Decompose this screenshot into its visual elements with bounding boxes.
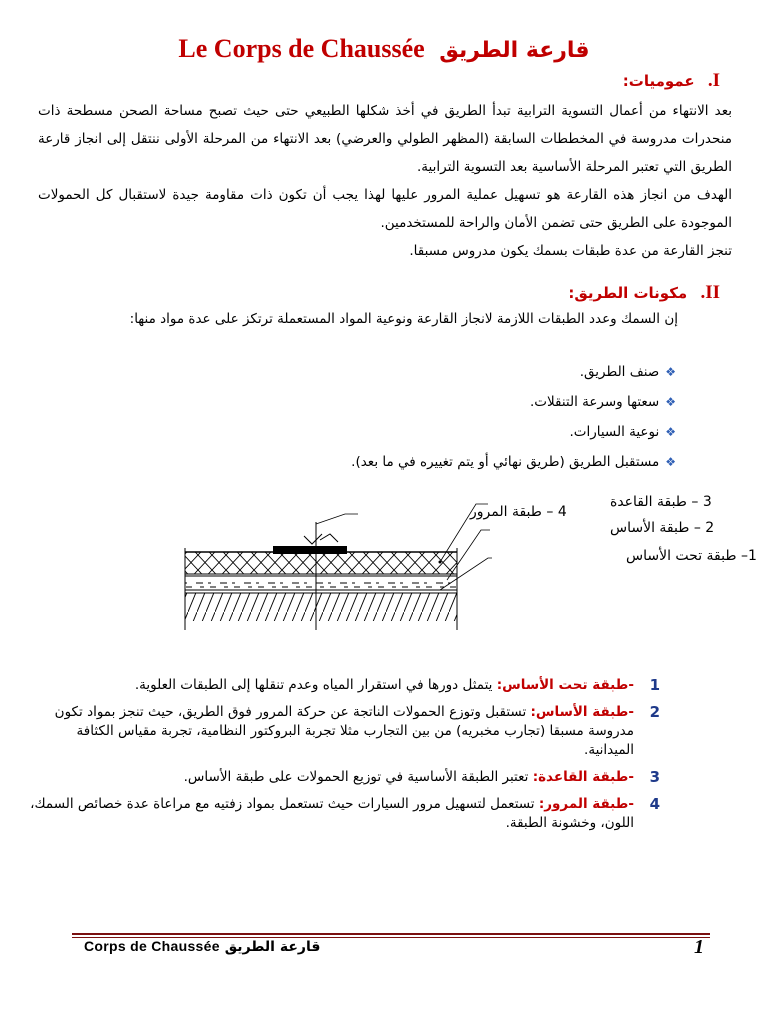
definition-term: -طبقة القاعدة: [532,769,634,785]
list-item-text: نوعية السيارات. [569,424,660,440]
definition-term: -طبقة المرور: [538,796,634,812]
list-item [351,387,676,417]
definition-item [30,768,660,787]
layer-structure [185,522,457,630]
footer-divider [72,933,710,935]
definition-number: 3 [649,768,660,786]
layer-definitions [30,676,660,841]
section-2-heading [568,282,720,304]
list-item [351,357,676,387]
section-2-number: II. [700,282,720,303]
wearing-course [273,546,347,554]
list-item [351,447,676,477]
section-1-title: عموميات: [622,72,695,90]
list-item [351,417,676,447]
section-2-title: مكونات الطريق: [568,284,688,302]
section-1-heading [623,70,720,92]
list-item-text: صنف الطريق. [579,364,660,380]
section-1-number: I. [707,70,720,91]
definition-text: يتمثل دورها في استقرار المياه وعدم تنقلها إلى الطبقات العلوية. [134,677,497,693]
diamond-bullet-icon: ❖ [665,425,676,439]
section-1-paragraph: تنجز القارعة من عدة طبقات بسمك يكون مدروس مسبقا. [409,243,732,259]
section-2-intro: إن السمك وعدد الطبقات اللازمة لانجاز القارعة ونوعية المواد المستعملة ترتكز على عدة مواد منها: [129,311,678,327]
definition-item [30,703,660,760]
section-1-paragraph: الهدف من انجاز هذه القارعة هو تسهيل عملية المرور عليها لهذا يجب أن تكون ذات مقاومة جيدة لاستقبال كل الحمولات الموجودة على الطريق حتى تضمن الأمان والراحة للمستخدمين. [38,187,732,231]
definition-text: تستعمل لتسهيل مرور السيارات حيث تستعمل بمواد زفتيه مع مراعاة عدة خصائص السمك، اللون، وخشونة الطبقة. [30,796,634,831]
label-layer-1: 1– طبقة تحت الأساس [626,548,757,564]
pavement-layers-diagram [170,480,757,650]
footer-title-arabic: قارعة الطريق [224,939,321,955]
definition-item [30,676,660,695]
label-layer-3: 3 – طبقة القاعدة [610,494,712,510]
list-item-text: سعتها وسرعة التنقلات. [529,394,660,410]
footer-title [84,938,320,955]
definition-text: تستقبل وتوزع الحمولات الناتجة عن حركة المرور فوق الطريق، حيث تنجز بمواد تكون مدروسة مسبقا (تجارب مخبريه) من بين التجارب مثلا تجربة البروكتور النظامية، تجربة مقياس الكثافة الميدانية. [54,704,634,758]
diamond-bullet-icon: ❖ [665,395,676,409]
diamond-bullet-icon: ❖ [665,365,676,379]
page-title [0,34,768,64]
definition-number: 4 [649,795,660,813]
label-layer-2: 2 – طبقة الأساس [610,520,715,536]
definition-number: 2 [649,703,660,721]
footer-title-latin: Corps de Chaussée [84,938,220,954]
section-1-paragraph: بعد الانتهاء من أعمال التسوية الترابية تبدأ الطريق في أخذ شكلها الطبيعي حتى حيث تصبح مساحة الصحن مسطحة ذات منحدرات مدروسة في المخططات السابقة (المظهر الطولي والعرضي) بعد الانتهاء من المرحلة الأولى ننتقل إلى انجاز قارعة الطريق التي تعتبر المرحلة الأساسية بعد التسوية الترابية. [38,103,732,175]
page-number: 1 [694,936,704,958]
definition-term: -طبقة الأساس: [530,704,634,720]
list-item-text: مستقبل الطريق (طريق نهائي أو يتم تغييره في ما بعد). [351,454,660,470]
diamond-bullet-icon: ❖ [665,455,676,469]
section-1-body [38,97,732,265]
definition-term: -طبقة تحت الأساس: [496,677,634,693]
criteria-list [351,357,676,477]
title-arabic: قارعة الطريق [439,38,590,63]
definition-text: تعتبر الطبقة الأساسية في توزيع الحمولات على طبقة الأساس. [183,769,533,785]
definition-item [30,795,660,833]
title-latin: Le Corps de Chaussée [178,34,425,63]
label-layer-4: 4 – طبقة المرور [470,504,567,520]
definition-number: 1 [649,676,660,694]
